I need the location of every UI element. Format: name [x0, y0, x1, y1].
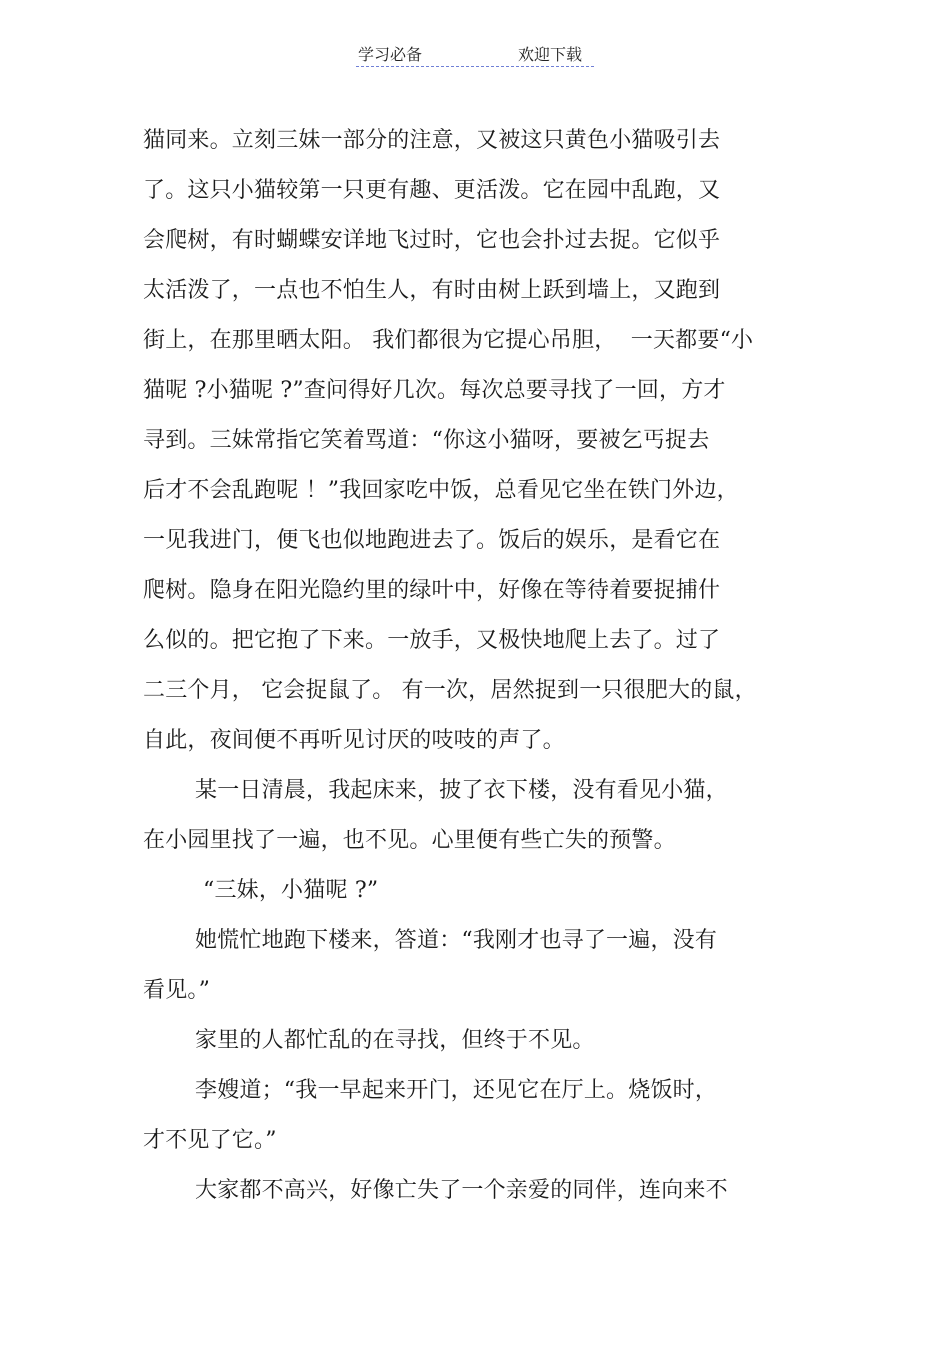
document-body — [143, 116, 843, 1216]
paragraph-start-line: 她慌忙地跑下楼来，答道：“我刚才也寻了一遍，没有 — [195, 928, 718, 953]
page-header — [356, 40, 594, 67]
text-line: 才不见了它。” — [143, 1128, 277, 1153]
text-line: 街上，在那里晒太阳。 我们都很为它提心吊胆， 一天都要“小 — [143, 328, 754, 353]
text-line: 一见我进门，便飞也似地跑进去了。饭后的娱乐，是看它在 — [143, 528, 721, 553]
text-line: 自此，夜间便不再听见讨厌的吱吱的声了。 — [143, 728, 565, 753]
paragraph-start-line: 李嫂道；“我一早起来开门，还见它在厅上。烧饭时， — [195, 1078, 718, 1103]
text-line: 么似的。把它抱了下来。一放手，又极快地爬上去了。过了 — [143, 628, 721, 653]
paragraph-start-line: 大家都不高兴，好像亡失了一个亲爱的同伴，连向来不 — [195, 1178, 728, 1203]
header-left-text: 学习必备 — [358, 45, 423, 64]
paragraph-start-line: 某一日清晨，我起床来，披了衣下楼，没有看见小猫， — [195, 778, 728, 803]
header-right-text: 欢迎下载 — [518, 45, 583, 64]
dialogue-line: “三妹，小猫呢 ?” — [203, 878, 379, 903]
text-line: 后才不会乱跑呢 ！”我回家吃中饭，总看见它坐在铁门外边， — [143, 478, 739, 503]
text-line: 二三个月， 它会捉鼠了。 有一次，居然捉到一只很肥大的鼠， — [143, 678, 757, 703]
text-line: 寻到。三妹常指它笑着骂道：“你这小猫呀，要被乞丐捉去 — [143, 428, 710, 453]
text-line: 看见。” — [143, 978, 211, 1003]
text-line: 爬树。隐身在阳光隐约里的绿叶中，好像在等待着要捉捕什 — [143, 578, 721, 603]
text-line: 了。这只小猫较第一只更有趣、更活泼。它在园中乱跑，又 — [143, 178, 721, 203]
text-line: 猫同来。立刻三妹一部分的注意，又被这只黄色小猫吸引去 — [143, 128, 721, 153]
text-line: 在小园里找了一遍，也不见。心里便有些亡失的预警。 — [143, 828, 676, 853]
paragraph-start-line: 家里的人都忙乱的在寻找，但终于不见。 — [195, 1028, 595, 1053]
text-line: 会爬树，有时蝴蝶安详地飞过时，它也会扑过去捉。它似乎 — [143, 228, 721, 253]
text-line: 猫呢 ?小猫呢 ?”查问得好几次。每次总要寻找了一回，方才 — [143, 378, 726, 403]
text-line: 太活泼了，一点也不怕生人，有时由树上跃到墙上，又跑到 — [143, 278, 721, 303]
